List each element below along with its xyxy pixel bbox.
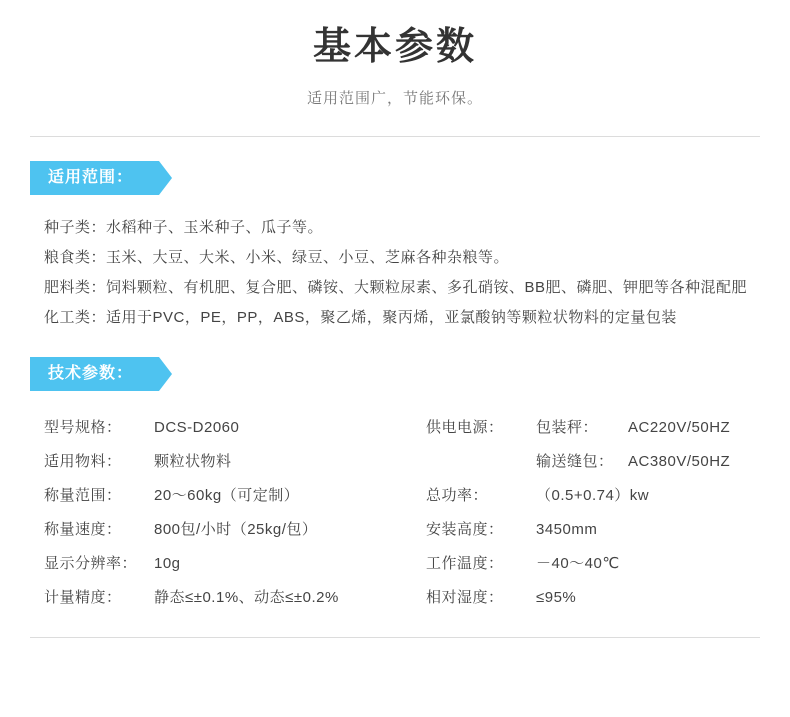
spec-value: 10g	[154, 555, 181, 573]
table-row	[44, 445, 402, 479]
page-header	[0, 0, 790, 108]
scope-section-tab: 适用范围：	[30, 161, 159, 195]
footer-divider	[30, 637, 760, 638]
page-title: 基本参数	[312, 26, 477, 68]
section-scope	[0, 161, 790, 333]
spec-value	[536, 411, 760, 445]
table-row	[426, 479, 760, 513]
table-row	[426, 411, 760, 445]
spec-subvalue: AC220V/50HZ	[628, 419, 731, 437]
table-row	[44, 513, 402, 547]
spec-label: 型号规格：	[44, 419, 122, 437]
list-item: 化工类：适用于PVC，PE，PP，ABS，聚乙烯，聚丙烯，亚氯酸钠等颗粒状物料的定量包装	[44, 309, 677, 327]
spec-label: 显示分辨率：	[44, 555, 138, 573]
spec-value: 20～60kg（可定制）	[154, 487, 300, 505]
spec-value: DCS-D2060	[154, 419, 240, 437]
spec-label: 称量速度：	[44, 521, 122, 539]
spec-label: 总功率：	[426, 487, 489, 505]
table-row	[426, 547, 760, 581]
table-row	[44, 581, 402, 615]
spec-label: 安装高度：	[426, 521, 504, 539]
spec-value: －40～40℃	[536, 555, 620, 573]
spec-subkey: 包装秤：	[536, 419, 599, 437]
spec-label: 工作温度：	[426, 555, 504, 573]
scope-list	[30, 213, 760, 333]
spec-value: 3450mm	[536, 521, 598, 539]
tech-section-header	[30, 357, 760, 391]
spec-value: 颗粒状物料	[154, 453, 232, 471]
table-row	[426, 513, 760, 547]
list-item: 种子类：水稻种子、玉米种子、瓜子等。	[44, 219, 324, 237]
spec-table	[30, 411, 760, 615]
spec-value: 静态≤±0.1%、动态≤±0.2%	[154, 589, 339, 607]
page-subtitle: 适用范围广，节能环保。	[306, 90, 483, 108]
list-item: 粮食类：玉米、大豆、大米、小米、绿豆、小豆、芝麻各种杂粮等。	[44, 249, 510, 267]
spec-label: 供电电源：	[426, 419, 504, 437]
section-tech	[0, 357, 790, 615]
table-row	[44, 411, 402, 445]
list-item: 肥料类：饲料颗粒、有机肥、复合肥、磷铵、大颗粒尿素、多孔硝铵、BB肥、磷肥、钾肥等各种混配肥	[44, 279, 748, 297]
spec-column-left	[44, 411, 402, 615]
spec-subvalue: AC380V/50HZ	[628, 453, 731, 471]
spec-label: 计量精度：	[44, 589, 122, 607]
spec-value: （0.5+0.74）kw	[536, 487, 650, 505]
spec-column-right	[402, 411, 760, 615]
spec-value: ≤95%	[536, 589, 577, 607]
spec-subkey: 输送缝包：	[536, 453, 614, 471]
table-row	[44, 547, 402, 581]
spec-label: 适用物料：	[44, 453, 122, 471]
spec-value: 800包/小时（25kg/包）	[154, 521, 318, 539]
spec-label: 相对湿度：	[426, 589, 504, 607]
table-row	[426, 581, 760, 615]
table-row	[44, 479, 402, 513]
spec-value	[536, 445, 760, 479]
scope-section-header	[30, 161, 760, 195]
tech-section-tab: 技术参数：	[30, 357, 159, 391]
header-divider	[30, 136, 760, 137]
table-row	[426, 445, 760, 479]
spec-label: 称量范围：	[44, 487, 122, 505]
